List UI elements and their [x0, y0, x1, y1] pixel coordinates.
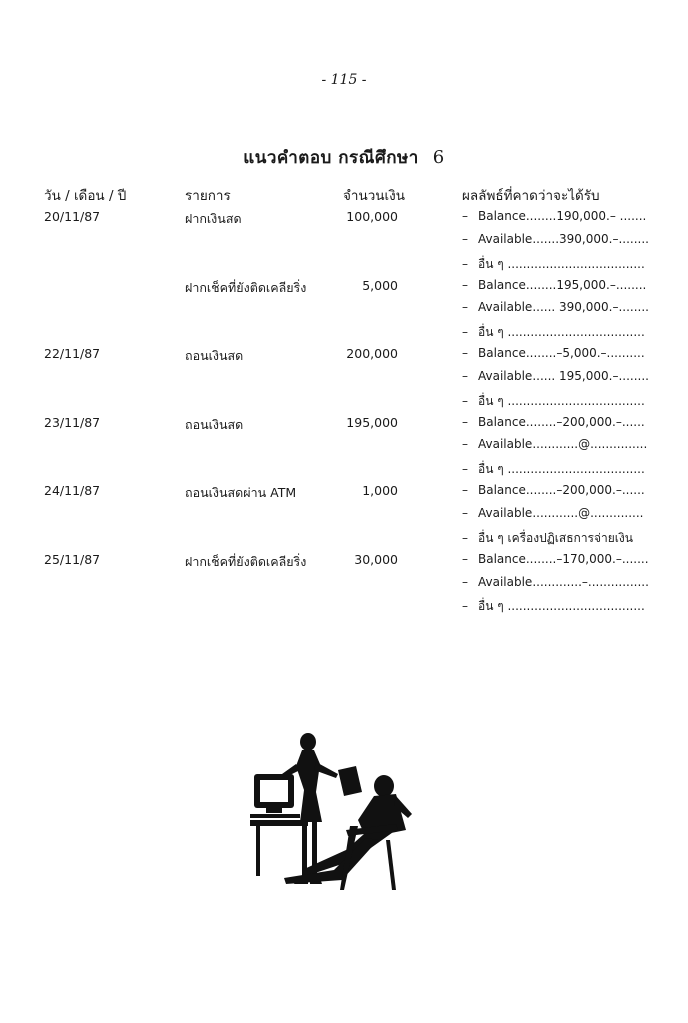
page-title [0, 144, 688, 171]
result-text: Balance........–170,000.–....... [478, 552, 649, 566]
dash: – [462, 415, 468, 429]
result-text: อื่น ๆ .................................... [478, 599, 645, 613]
result-text: อื่น ๆ .................................... [478, 394, 645, 408]
result-line [462, 597, 645, 616]
header-date: วัน / เดือน / ปี [44, 188, 127, 204]
row-item: ถอนเงินสด [185, 348, 244, 363]
result-line [462, 460, 645, 479]
result-line [462, 506, 644, 520]
result-text: Available............@............... [478, 437, 648, 451]
result-text: Balance........–5,000.–.......... [478, 346, 645, 360]
result-text: อื่น ๆ เครื่องปฏิเสธการจ่ายเงิน [478, 531, 633, 545]
dash: – [462, 462, 468, 476]
result-text: Available...... 195,000.–........ [478, 369, 649, 383]
row-item: ฝากเช็คที่ยังติดเคลียริ่ง [185, 554, 307, 569]
dash: – [462, 483, 468, 497]
row-amount: 5,000 [362, 278, 398, 293]
dash: – [462, 300, 468, 314]
dash: – [462, 531, 468, 545]
result-text: Available.............–................ [478, 575, 649, 589]
result-line [462, 323, 645, 342]
dash: – [462, 278, 468, 292]
result-line [462, 415, 645, 429]
row-amount: 1,000 [362, 483, 398, 498]
row-item: ถอนเงินสดผ่าน ATM [185, 485, 297, 500]
result-text: Available............@.............. [478, 506, 644, 520]
row-date: 22/11/87 [44, 346, 101, 361]
result-line [462, 255, 645, 274]
result-text: อื่น ๆ .................................... [478, 462, 645, 476]
row-amount: 195,000 [346, 415, 398, 430]
dash: – [462, 394, 468, 408]
row-amount: 200,000 [346, 346, 398, 361]
result-text: Available.......390,000.–........ [478, 232, 649, 246]
result-line [462, 232, 649, 246]
result-line [462, 300, 649, 314]
row-amount: 100,000 [346, 209, 398, 224]
dash: – [462, 506, 468, 520]
result-text: Balance........–200,000.–...... [478, 415, 645, 429]
result-text: Balance........195,000.–........ [478, 278, 647, 292]
result-text: อื่น ๆ .................................... [478, 257, 645, 271]
header-item: รายการ [185, 188, 231, 204]
row-date: 24/11/87 [44, 483, 101, 498]
row-date: 25/11/87 [44, 552, 101, 567]
result-line [462, 552, 649, 566]
result-line [462, 392, 645, 411]
office-workers-silhouette-icon [246, 730, 416, 892]
row-item: ฝากเงินสด [185, 211, 242, 226]
result-text: อื่น ๆ .................................... [478, 325, 645, 339]
dash: – [462, 552, 468, 566]
result-line [462, 369, 649, 383]
result-line [462, 483, 645, 497]
dash: – [462, 325, 468, 339]
dash: – [462, 369, 468, 383]
result-line [462, 575, 649, 589]
row-date: 20/11/87 [44, 209, 101, 224]
dash: – [462, 437, 468, 451]
dash: – [462, 232, 468, 246]
result-line [462, 278, 646, 292]
result-text: Balance........–200,000.–...... [478, 483, 645, 497]
header-result: ผลลัพธ์ที่คาดว่าจะได้รับ [462, 188, 600, 204]
page-number: - 115 - [321, 72, 367, 88]
row-item: ฝากเช็คที่ยังติดเคลียริ่ง [185, 280, 307, 295]
result-line [462, 437, 647, 451]
row-date: 23/11/87 [44, 415, 101, 430]
result-line [462, 529, 633, 548]
result-text: Available...... 390,000.–........ [478, 300, 649, 314]
title-text: แนวคำตอบ กรณีศึกษา [243, 148, 419, 168]
row-amount: 30,000 [354, 552, 398, 567]
title-number: 6 [432, 147, 445, 168]
dash: – [462, 346, 468, 360]
result-line [462, 346, 645, 360]
result-text: Balance........190,000.– ....... [478, 209, 647, 223]
dash: – [462, 599, 468, 613]
dash: – [462, 209, 468, 223]
dash: – [462, 575, 468, 589]
result-line [462, 209, 646, 223]
dash: – [462, 257, 468, 271]
header-amount: จำนวนเงิน [343, 188, 405, 204]
row-item: ถอนเงินสด [185, 417, 244, 432]
